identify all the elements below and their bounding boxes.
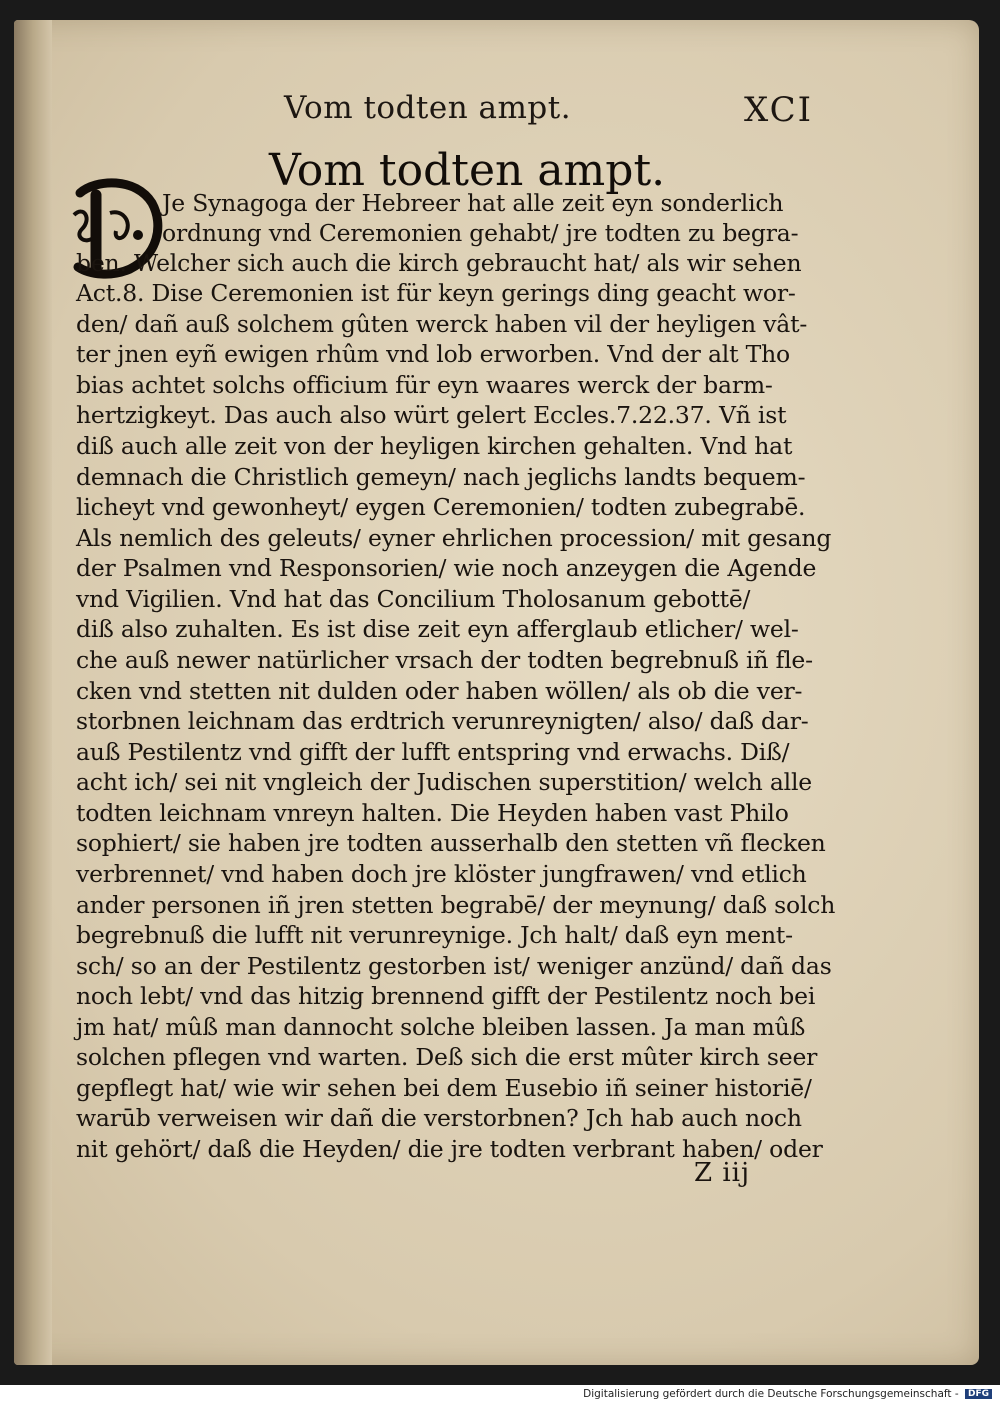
text-line: den/ dañ auß solchem gûten werck haben vil der heyligen vât- bbox=[76, 310, 808, 338]
text-line: sophiert/ sie haben jre todten ausserhalb den stetten vñ flecken bbox=[76, 829, 826, 857]
text-line: acht ich/ sei nit vngleich der Judischen superstition/ welch alle bbox=[76, 768, 813, 796]
text-line: ben. Welcher sich auch die kirch gebraucht hat/ als wir sehen bbox=[76, 249, 802, 277]
text-line: vnd Vigilien. Vnd hat das Concilium Tholosanum gebottē/ bbox=[76, 585, 751, 613]
folio-number: XCI bbox=[744, 90, 814, 130]
text-line: Act.8. Dise Ceremonien ist für keyn gerings ding geacht wor- bbox=[76, 279, 796, 307]
text-line: Als nemlich des geleuts/ eyner ehrlichen procession/ mit gesang bbox=[76, 524, 832, 552]
text-line: verbrennet/ vnd haben doch jre klöster jungfrawen/ vnd etlich bbox=[76, 860, 807, 888]
text-line: diß auch alle zeit von der heyligen kirchen gehalten. Vnd hat bbox=[76, 432, 793, 460]
running-head: Vom todten ampt. bbox=[284, 90, 572, 126]
text-line: der Psalmen vnd Responsorien/ wie noch anzeygen die Agende bbox=[76, 554, 817, 582]
text-line: begrebnuß die lufft nit verunreynige. Jch halt/ daß eyn ment- bbox=[76, 921, 793, 949]
text-line: ordnung vnd Ceremonien gehabt/ jre todten zu begra- bbox=[162, 219, 799, 247]
text-line: ander personen iñ jren stetten begrabē/ der meynung/ daß solch bbox=[76, 891, 836, 919]
signature-mark: Z iij bbox=[694, 1158, 751, 1188]
text-line: cken vnd stetten nit dulden oder haben wöllen/ als ob die ver- bbox=[76, 677, 803, 705]
digitization-footer bbox=[583, 1388, 992, 1400]
text-line: sch/ so an der Pestilentz gestorben ist/ weniger anzünd/ dañ das bbox=[76, 952, 832, 980]
text-line: demnach die Christlich gemeyn/ nach jeglichs landts bequem- bbox=[76, 463, 806, 491]
text-line: bias achtet solchs officium für eyn waares werck der barm- bbox=[76, 371, 773, 399]
book-page bbox=[14, 20, 979, 1365]
text-line: diß also zuhalten. Es ist dise zeit eyn afferglaub etlicher/ wel- bbox=[76, 615, 799, 643]
text-line: warūb verweisen wir dañ die verstorbnen? Jch hab auch noch bbox=[76, 1104, 802, 1132]
text-line: nit gehört/ daß die Heyden/ die jre todten verbrant haben/ oder bbox=[76, 1135, 823, 1163]
text-line: jm hat/ mûß man dannocht solche bleiben lassen. Ja man mûß bbox=[76, 1013, 806, 1041]
text-line: auß Pestilentz vnd gifft der lufft entspring vnd erwachs. Diß/ bbox=[76, 738, 790, 766]
page-spine-shadow bbox=[14, 20, 52, 1365]
chapter-title: Vom todten ampt. bbox=[269, 145, 666, 196]
dfg-logo: DFG bbox=[965, 1389, 992, 1399]
text-line: hertzigkeyt. Das auch also würt gelert Eccles.7.22.37. Vñ ist bbox=[76, 401, 787, 429]
text-line: solchen pflegen vnd warten. Deß sich die erst mûter kirch seer bbox=[76, 1043, 818, 1071]
text-line: Je Synagoga der Hebreer hat alle zeit eyn sonderlich bbox=[162, 189, 784, 217]
text-line: che auß newer natürlicher vrsach der todten begrebnuß iñ fle- bbox=[76, 646, 813, 674]
text-line: ter jnen eyñ ewigen rhûm vnd lob erworben. Vnd der alt Tho bbox=[76, 340, 790, 368]
text-line: licheyt vnd gewonheyt/ eygen Ceremonien/ todten zubegrabē. bbox=[76, 493, 806, 521]
text-line: storbnen leichnam das erdtrich verunreynigten/ also/ daß dar- bbox=[76, 707, 809, 735]
text-line: todten leichnam vnreyn halten. Die Heyden haben vast Philo bbox=[76, 799, 789, 827]
footer-text: Digitalisierung gefördert durch die Deutsche Forschungsgemeinschaft - bbox=[583, 1388, 959, 1400]
text-line: gepflegt hat/ wie wir sehen bei dem Eusebio iñ seiner historiē/ bbox=[76, 1074, 812, 1102]
text-line: noch lebt/ vnd das hitzig brennend gifft der Pestilentz noch bei bbox=[76, 982, 816, 1010]
